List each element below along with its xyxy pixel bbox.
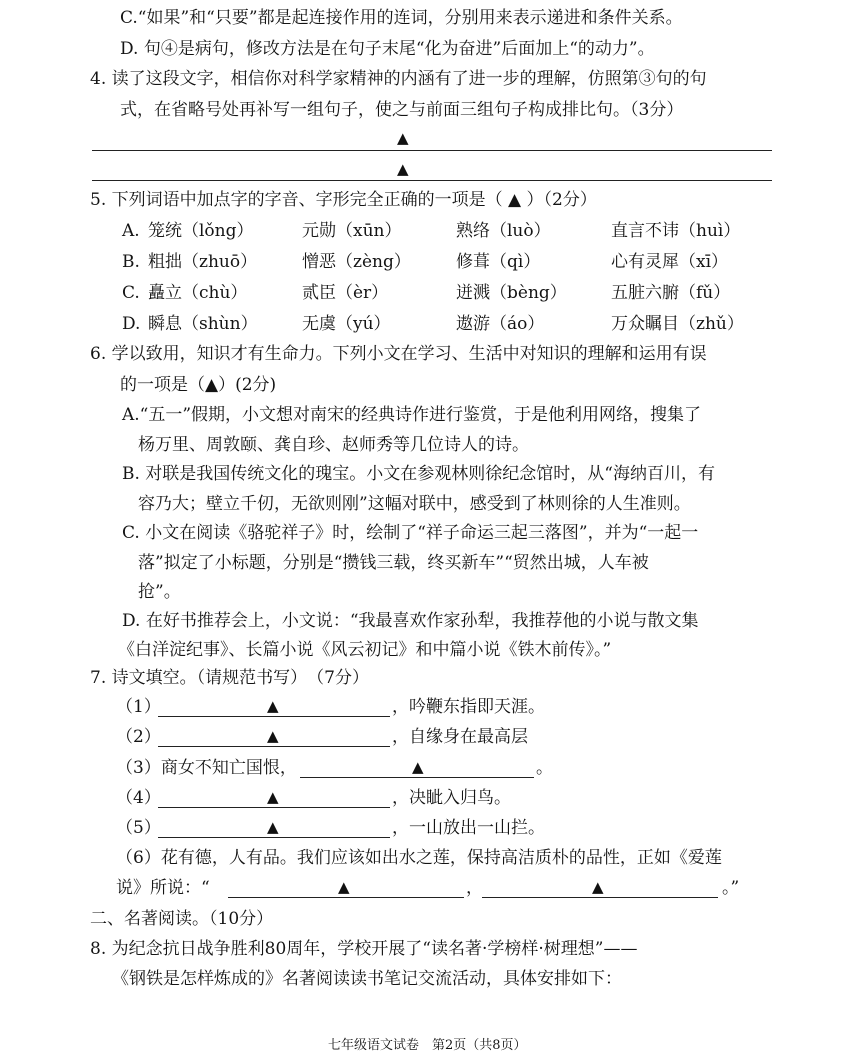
answer-mark: ▲: [267, 727, 279, 745]
word-item: 修葺（qì）: [456, 252, 541, 272]
q4-stem-line2: 式，在省略号处再补写一组句子，使之与前面三组句子构成排比句。（3分）: [120, 100, 684, 120]
q6-stem-line1: 6. 学以致用，知识才有生命力。下列小文在学习、生活中对知识的理解和运用有误: [90, 344, 707, 364]
answer-mark: ▲: [267, 697, 279, 715]
word-item: 憎恶（zèng）: [302, 252, 411, 272]
q6-option-c-line2: 落”拟定了小标题，分别是“攒钱三载，终买新车”“贸然出城，人车被: [138, 553, 649, 573]
fill-blank-line: [158, 746, 390, 747]
line-number: （2）: [116, 727, 161, 747]
fill-blank-line: [158, 837, 390, 838]
verse-text: 。: [536, 758, 553, 778]
q5-stem: 5. 下列词语中加点字的字音、字形完全正确的一项是（ ▲ ）（2分）: [90, 190, 597, 210]
q6-option-d-line1: D. 在好书推荐会上，小文说：“我最喜欢作家孙犁，我推荐他的小说与散文集: [122, 611, 699, 631]
word-item: 无虞（yú）: [302, 314, 391, 334]
q8-stem-line1: 8. 为纪念抗日战争胜利80周年，学校开展了“读名著·学榜样·树理想”——: [90, 939, 638, 959]
q6-option-b-line1: B. 对联是我国传统文化的瑰宝。小文在参观林则徐纪念馆时，从“海纳百川，有: [122, 464, 715, 484]
q3-option-d: D. 句④是病句，修改方法是在句子末尾“化为奋进”后面加上“的动力”。: [120, 39, 655, 59]
verse-text: ，: [466, 878, 483, 898]
option-label: A.: [122, 221, 140, 241]
q4-stem-line1: 4. 读了这段文字，相信你对科学家精神的内涵有了进一步的理解，仿照第③句的句: [90, 69, 707, 89]
verse-text: （3）商女不知亡国恨，: [116, 758, 297, 778]
answer-mark: ▲: [412, 758, 424, 776]
answer-mark: ▲: [267, 788, 279, 806]
verse-text: ，吟鞭东指即天涯。: [392, 697, 545, 717]
q6-option-c-line3: 抢”。: [138, 582, 181, 602]
answer-mark-q4-1: ▲: [397, 129, 409, 147]
line-number: （4）: [116, 788, 161, 808]
q3-option-c: C.“如果”和“只要”都是起连接作用的连词，分别用来表示递进和条件关系。: [120, 8, 683, 28]
word-item: 贰臣（èr）: [302, 283, 389, 303]
q6-option-a-line1: A.“五一”假期，小文想对南宋的经典诗作进行鉴赏，于是他利用网络，搜集了: [122, 405, 702, 425]
q6-option-c-line1: C. 小文在阅读《骆驼祥子》时，绘制了“祥子命运三起三落图”，并为“一起一: [122, 523, 699, 543]
answer-mark: ▲: [267, 818, 279, 836]
q6-option-a-line2: 杨万里、周敦颐、龚自珍、赵师秀等几位诗人的诗。: [138, 435, 529, 455]
verse-text: 。”: [722, 878, 740, 898]
option-label: D.: [122, 314, 141, 334]
line-number: （5）: [116, 818, 161, 838]
word-item: 粗拙（zhuō）: [148, 252, 258, 272]
fill-blank-line: [228, 897, 464, 898]
answer-mark-q4-2: ▲: [397, 160, 409, 178]
verse-text: ，一山放出一山拦。: [392, 818, 545, 838]
word-item: 迸溅（bèng）: [456, 283, 567, 303]
verse-text: ，决眦入归鸟。: [392, 788, 511, 808]
word-item: 瞬息（shùn）: [148, 314, 258, 334]
verse-text: ，自缘身在最高层: [392, 727, 528, 747]
word-item: 心有灵犀（xī）: [611, 252, 729, 272]
word-item: 矗立（chù）: [148, 283, 248, 303]
q6-option-b-line2: 容乃大；壁立千仞，无欲则刚”这幅对联中，感受到了林则徐的人生准则。: [138, 494, 691, 514]
word-item: 笼统（lǒng）: [148, 221, 254, 241]
fill-blank-line: [158, 807, 390, 808]
word-item: 元勋（xūn）: [302, 221, 402, 241]
word-item: 遨游（áo）: [456, 314, 545, 334]
q6-stem-line2: 的一项是（▲）(2分): [120, 375, 277, 395]
answer-line-q4-2: [92, 180, 772, 181]
q8-stem-line2: 《钢铁是怎样炼成的》名著阅读读书笔记交流活动，具体安排如下：: [112, 969, 622, 989]
option-label: B.: [122, 252, 140, 272]
section-heading: 二、名著阅读。（10分）: [90, 909, 274, 929]
word-item: 直言不讳（huì）: [611, 221, 741, 241]
fill-blank-line: [300, 777, 534, 778]
option-label: C.: [122, 283, 140, 303]
fill-blank-line: [482, 897, 718, 898]
answer-mark: ▲: [592, 878, 604, 896]
fill-blank-line: [158, 716, 390, 717]
verse-text: 说》所说：“: [116, 878, 210, 898]
q7-stem: 7. 诗文填空。（请规范书写） （7分）: [90, 668, 369, 688]
word-item: 万众瞩目（zhǔ）: [611, 314, 744, 334]
answer-mark: ▲: [338, 878, 350, 896]
page-footer: 七年级语文试卷 第2页（共8页）: [328, 1038, 527, 1053]
word-item: 熟络（luò）: [456, 221, 551, 241]
q7-line-6-text: （6）花有德，人有品。我们应该如出水之莲，保持高洁质朴的品性，正如《爱莲: [116, 848, 722, 868]
answer-line-q4-1: [92, 150, 772, 151]
q6-option-d-line2: 《白洋淀纪事》、长篇小说《风云初记》和中篇小说《铁木前传》。”: [118, 640, 612, 660]
word-item: 五脏六腑（fǔ）: [611, 283, 731, 303]
line-number: （1）: [116, 697, 161, 717]
